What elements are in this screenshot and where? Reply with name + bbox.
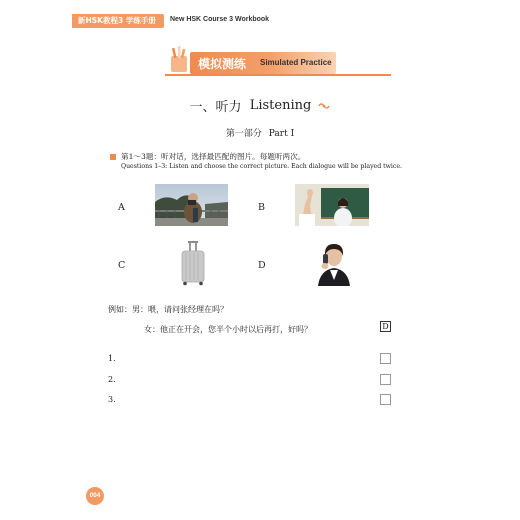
example-label: 例如： (108, 305, 132, 314)
woman-on-phone-picture (312, 240, 356, 286)
example-speaker-1: 男：喂，请问张经理在吗？ (132, 305, 228, 314)
option-b-picture (295, 184, 369, 226)
header-book-title-en: New HSK Course 3 Workbook (170, 16, 270, 23)
header-book-title-cn: 新HSK教程3 学练手册 (78, 16, 156, 25)
example-line-1 (108, 304, 228, 315)
part-title-cn: 第一部分 (225, 129, 262, 139)
example-answer-box: D (380, 321, 391, 332)
question-1-number: 1. (108, 354, 116, 363)
man-photographer-picture (155, 184, 228, 226)
example-line-2: 女：他正在开会，您半个小时以后再打，好吗？ (144, 325, 312, 334)
page-number: 004 (86, 487, 104, 505)
classroom-picture (295, 184, 369, 226)
part-title-en: Part I (268, 129, 295, 139)
section-title-cn: 模拟测练 (198, 57, 247, 71)
question-2-number: 2. (108, 375, 116, 384)
instruction-bullet-icon (110, 154, 116, 160)
question-3-answer-box[interactable] (380, 394, 391, 405)
instructions-en: Questions 1–3: Listen and choose the correct picture. Each dialogue will be played twice. (121, 163, 403, 170)
question-2-answer-box[interactable] (380, 374, 391, 385)
question-1-answer-box[interactable] (380, 353, 391, 364)
section-title-en: Simulated Practice (260, 58, 332, 67)
main-title-en: Listening (249, 98, 312, 113)
instructions-cn: 第1～3题：听对话，选择最匹配的图片。每题听两次。 (121, 152, 306, 161)
part-title (0, 126, 520, 139)
suitcase-picture (155, 240, 228, 286)
main-title (0, 96, 520, 115)
option-c-picture (155, 240, 228, 286)
option-d-letter: D (258, 260, 266, 271)
main-title-cn: 一、听力 (189, 100, 242, 115)
question-3-number: 3. (108, 395, 116, 404)
audio-icon (318, 102, 330, 110)
option-a-letter: A (118, 202, 125, 213)
option-d-picture (312, 240, 356, 286)
option-a-picture (155, 184, 228, 226)
option-c-letter: C (118, 260, 126, 271)
section-divider (165, 74, 391, 76)
option-b-letter: B (258, 202, 265, 213)
